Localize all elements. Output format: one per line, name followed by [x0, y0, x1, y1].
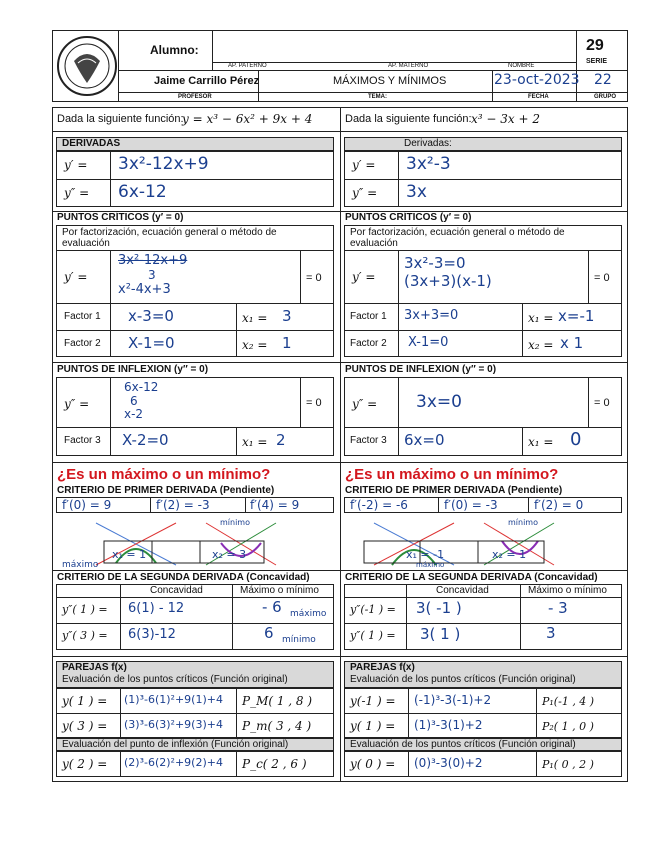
- right-x3-value: 0: [570, 429, 582, 450]
- left-pa-title: PAREJAS f(x): [62, 662, 127, 673]
- left-pc-title: PUNTOS CRÍTICOS (y′ = 0): [57, 212, 184, 223]
- left-pa-r2-p: P_m( 3 , 4 ): [242, 719, 312, 733]
- right-c2-h-conc: Concavidad: [436, 585, 489, 596]
- left-x1-value: 3: [282, 307, 292, 325]
- left-c1-x2: x₂ = 3: [212, 548, 247, 561]
- unam-seal: [56, 33, 118, 99]
- alumno-label: Alumno:: [150, 43, 199, 57]
- right-pc-work2: (3x+3)(x-1): [404, 272, 492, 290]
- right-func-label: Dada la siguiente función:: [345, 113, 472, 125]
- left-factor3-label: Factor 3: [64, 435, 101, 446]
- left-pa-r2-label: y( 3 ) =: [62, 719, 108, 733]
- right-factor3-value: 6x=0: [404, 431, 445, 449]
- left-ypp-value: 6x-12: [118, 182, 167, 202]
- left-c2-r1-label: y″( 1 ) =: [62, 603, 108, 616]
- left-pc-eq0: = 0: [306, 272, 322, 284]
- right-x2-value: x 1: [560, 334, 584, 352]
- left-c1-x1: x₁ = 1: [112, 548, 147, 561]
- grupo-value: 22: [594, 72, 612, 88]
- right-pa-title: PAREJAS f(x): [350, 662, 415, 673]
- profesor-label: PROFESOR: [178, 94, 212, 100]
- right-pa-r2-work: (1)³-3(1)+2: [414, 718, 483, 732]
- left-derivadas-title: DERIVADAS: [62, 138, 121, 149]
- right-factor3-label: Factor 3: [350, 435, 387, 446]
- left-pc-work3: x²-4x+3: [118, 282, 171, 297]
- left-pa-r2-work: (3)³-6(3)²+9(3)+4: [124, 718, 223, 731]
- left-pa-r1-p: P_M( 1 , 8 ): [242, 694, 313, 708]
- right-c1-cell-1: f′(-2) = -6: [350, 498, 408, 512]
- right-pa-sub2: Evaluación de los puntos críticos (Función original): [350, 739, 576, 750]
- left-pa-r3-work: (2)³-6(2)²+9(2)+4: [124, 756, 223, 769]
- left-c1-ann-max: máximo: [62, 560, 99, 570]
- left-pa-r1-label: y( 1 ) =: [62, 694, 108, 708]
- right-factor1-label: Factor 1: [350, 311, 387, 322]
- left-pi-y-label: y″ =: [64, 397, 90, 411]
- profesor-name: Jaime Carrillo Pérez: [154, 75, 260, 87]
- left-pc-work1: 3x²-12x+9: [118, 253, 188, 268]
- right-pa-r1-p: P₁(-1 , 4 ): [542, 695, 595, 708]
- right-pi-work1: 3x=0: [416, 392, 462, 412]
- right-x2-label: x₂ =: [528, 338, 554, 352]
- left-c1-cell-3: f′(4) = 9: [250, 498, 300, 512]
- left-pc-work2: 3: [148, 268, 156, 282]
- right-pa-r1-label: y(-1 ) =: [350, 694, 396, 708]
- right-derivadas-title: Derivadas:: [404, 138, 452, 149]
- left-x1-label: x₁ =: [242, 311, 268, 325]
- right-c2-r1-mm: - 3: [548, 599, 568, 617]
- left-factor1-label: Factor 1: [64, 311, 101, 322]
- left-c2-h-conc: Concavidad: [150, 585, 203, 596]
- right-x3-label: x₁ =: [528, 435, 554, 449]
- left-factor1-value: x-3=0: [128, 307, 174, 325]
- right-pa-r2-p: P₂( 1 , 0 ): [542, 720, 594, 733]
- left-c2-r2-mm: 6: [264, 624, 274, 642]
- right-pc-eq0: = 0: [594, 272, 610, 284]
- left-pi-title: PUNTOS DE INFLEXION (y″ = 0): [57, 364, 209, 375]
- right-c2-r2-conc: 3( 1 ): [420, 625, 461, 643]
- right-pa-r3-p: P₁( 0 , 2 ): [542, 758, 594, 771]
- right-yp-value: 3x²-3: [406, 154, 451, 174]
- right-pa-r3-label: y( 0 ) =: [350, 757, 396, 771]
- right-c1-ann-min: mínimo: [508, 518, 538, 527]
- right-pi-eq0: = 0: [594, 397, 610, 409]
- left-pa-sub2: Evaluación del punto de inflexión (Función original): [62, 739, 289, 750]
- left-pi-work2: 6: [130, 394, 138, 408]
- nombre-label: NOMBRE: [508, 63, 535, 69]
- right-pa-sub1: Evaluación de los puntos críticos (Función original): [350, 674, 576, 685]
- serie-label: SERIE: [586, 58, 608, 65]
- left-factor3-value: X-2=0: [122, 431, 169, 449]
- right-c2-title: CRITERIO DE LA SEGUNDA DERIVADA (Concavidad): [345, 572, 598, 583]
- fecha-value: 23-oct-2023: [494, 72, 580, 88]
- right-c1-cell-3: f′(2) = 0: [534, 498, 584, 512]
- grupo-label: GRUPO: [594, 94, 617, 100]
- right-pc-y-label: y′ =: [352, 270, 376, 284]
- left-pa-r1-work: (1)³-6(1)²+9(1)+4: [124, 693, 223, 706]
- left-pi-work3: x-2: [124, 407, 144, 421]
- left-c2-h-mm: Máximo o mínimo: [240, 585, 319, 596]
- left-c2-title: CRITERIO DE LA SEGUNDA DERIVADA (Concavidad): [57, 572, 310, 583]
- right-ypp-label: y″ =: [352, 186, 378, 200]
- right-pc-title: PUNTOS CRÍTICOS (y′ = 0): [345, 212, 472, 223]
- right-c1-cell-2: f′(0) = -3: [444, 498, 498, 512]
- right-x1-value: x=-1: [558, 307, 595, 325]
- left-x3-label: x₁ =: [242, 435, 268, 449]
- left-c2-r1-conc: 6(1) - 12: [128, 601, 185, 616]
- left-yp-value: 3x²-12x+9: [118, 154, 209, 174]
- right-c2-r1-conc: 3( -1 ): [416, 599, 462, 617]
- ap-materno-label: AP. MATERNO: [388, 63, 429, 69]
- left-pc-y-label: y′ =: [64, 270, 88, 284]
- left-c1-title: CRITERIO DE PRIMER DERIVADA (Pendiente): [57, 485, 275, 496]
- right-question: ¿Es un máximo o un mínimo?: [345, 466, 559, 483]
- tema-label: TEMA:: [368, 94, 387, 100]
- left-pc-hint: Por factorización, ecuación general o método de evaluación: [62, 227, 277, 249]
- right-c2-r2-mm: 3: [546, 624, 556, 642]
- left-yp-label: y′ =: [64, 158, 88, 172]
- right-pi-title: PUNTOS DE INFLEXION (y″ = 0): [345, 364, 497, 375]
- right-slope-sketch: [344, 513, 622, 569]
- left-c2-r2-conc: 6(3)-12: [128, 627, 176, 642]
- right-pi-y-label: y″ =: [352, 397, 378, 411]
- ap-paterno-label: AP. PATERNO: [228, 63, 267, 69]
- right-pc-work1: 3x²-3=0: [404, 254, 466, 272]
- left-c2-r2-label: y″( 3 ) =: [62, 629, 108, 642]
- right-factor2-label: Factor 2: [350, 338, 387, 349]
- left-c1-cell-2: f′(2) = -3: [156, 498, 210, 512]
- left-pa-sub1: Evaluación de los puntos críticos (Función original): [62, 674, 288, 685]
- left-func: y = x³ − 6x² + 9x + 4: [182, 112, 313, 126]
- right-c2-h-mm: Máximo o mínimo: [528, 585, 607, 596]
- right-c1-title: CRITERIO DE PRIMER DERIVADA (Pendiente): [345, 485, 563, 496]
- left-factor2-value: X-1=0: [128, 334, 175, 352]
- left-ypp-label: y″ =: [64, 186, 90, 200]
- right-c1-ann-max: máximo: [416, 561, 445, 569]
- right-pa-r1-work: (-1)³-3(-1)+2: [414, 693, 492, 707]
- left-pa-r3-label: y( 2 ) =: [62, 757, 108, 771]
- tema-value: MÁXIMOS Y MÍNIMOS: [333, 75, 447, 87]
- right-factor1-value: 3x+3=0: [404, 308, 459, 323]
- left-x2-value: 1: [282, 334, 292, 352]
- serie-number: 29: [586, 37, 604, 54]
- right-func: x³ − 3x + 2: [471, 112, 540, 126]
- right-c1-x2: x₂ = 1: [492, 548, 527, 561]
- left-c1-ann-min: mínimo: [220, 518, 250, 527]
- fecha-label: FECHA: [528, 94, 549, 100]
- right-ypp-value: 3x: [406, 182, 427, 202]
- right-c2-r2-label: y″( 1 ) =: [350, 629, 396, 642]
- left-c2-r1-mm: - 6: [262, 598, 282, 616]
- right-x1-label: x₁ =: [528, 311, 554, 325]
- left-c1-cell-1: f′(0) = 9: [62, 498, 112, 512]
- left-pi-eq0: = 0: [306, 397, 322, 409]
- right-factor2-value: X-1=0: [408, 335, 449, 350]
- left-question: ¿Es un máximo o un mínimo?: [57, 466, 271, 483]
- left-c2-r2-word: mínimo: [282, 635, 316, 645]
- right-yp-label: y′ =: [352, 158, 376, 172]
- left-func-label: Dada la siguiente función:: [57, 113, 184, 125]
- left-factor2-label: Factor 2: [64, 338, 101, 349]
- right-pa-r3-work: (0)³-3(0)+2: [414, 756, 483, 770]
- right-c1-x1: x₁ = -1: [406, 548, 445, 561]
- right-pa-r2-label: y( 1 ) =: [350, 719, 396, 733]
- left-pi-work1: 6x-12: [124, 380, 159, 394]
- right-pc-hint: Por factorización, ecuación general o método de evaluación: [350, 227, 565, 249]
- left-pa-r3-p: P_c( 2 , 6 ): [242, 757, 307, 771]
- left-c2-r1-word: máximo: [290, 609, 327, 619]
- left-x2-label: x₂ =: [242, 338, 268, 352]
- left-x3-value: 2: [276, 431, 286, 449]
- right-c2-r1-label: y″(-1 ) =: [350, 603, 396, 616]
